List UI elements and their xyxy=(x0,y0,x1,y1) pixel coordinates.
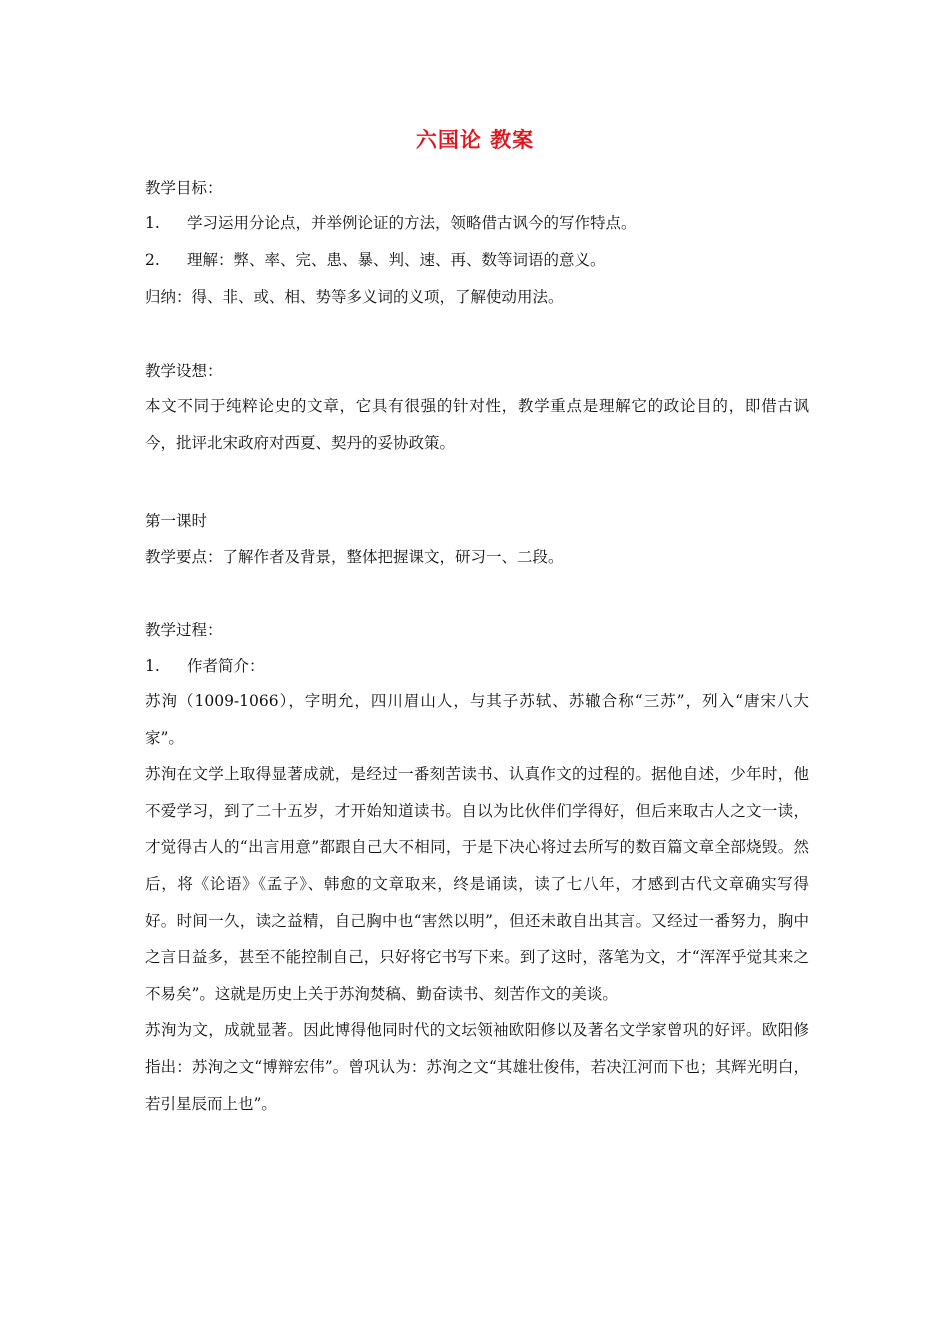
process-heading: 教学过程： xyxy=(145,621,223,639)
author-study-paragraph: 苏洵在文学上取得显著成就，是经过一番刻苦读书、认真作文的过程的。据他自述，少年时，他不爱学习，到了二十五岁，才开始知道读书。自以为比伙伴们学得好，但后来取古人之文一读，才觉得古人的“出言用意”都跟自己大不相同，于是下决心将过去所写的数百篇文章全部烧毁。然后，将《论语》《孟子》、韩愈的文章取来，终是诵读，读了七八年，才感到古代文章确实写得好。时间一久，读之益精，自己胸中也“害然以明”，但还未敢自出其言。又经过一番努力，胸中之言日益多，甚至不能控制自己，只好将它书写下来。到了这时，落笔为文，才“浑浑乎觉其来之不易矣”。这就是历史上关于苏洵焚稿、勤奋读书、刻苦作文的美谈。 xyxy=(145,765,809,1003)
goals-summary: 归纳：得、非、或、相、势等多义词的义项，了解使动用法。 xyxy=(145,288,564,306)
lesson-points: 教学要点：了解作者及背景，整体把握课文，研习一、二段。 xyxy=(145,548,564,566)
process-item-text: 作者简介： xyxy=(187,657,265,675)
goals-heading: 教学目标： xyxy=(145,179,223,197)
goal-item-number: 1. xyxy=(145,214,160,232)
design-heading: 教学设想： xyxy=(145,362,223,380)
process-item-number: 1. xyxy=(145,657,160,675)
goal-item-text: 学习运用分论点，并举例论证的方法，领略借古讽今的写作特点。 xyxy=(187,214,637,232)
process-item-1 xyxy=(145,656,265,676)
author-paragraphs xyxy=(145,683,809,1122)
goal-item-text: 理解：弊、率、完、患、暴、判、速、再、数等词语的意义。 xyxy=(187,251,606,269)
goal-item-2 xyxy=(145,250,606,270)
lesson-heading: 第一课时 xyxy=(145,512,208,530)
goal-item-1 xyxy=(145,213,637,233)
design-text: 本文不同于纯粹论史的文章，它具有很强的针对性，教学重点是理解它的政论目的，即借古讽今，批评北宋政府对西夏、契丹的妥协政策。 xyxy=(145,397,809,452)
design-paragraph xyxy=(145,388,809,461)
goal-item-number: 2. xyxy=(145,251,160,269)
author-intro-paragraph: 苏洵（1009-1066），字明允，四川眉山人，与其子苏轼、苏辙合称“三苏”，列入“唐宋八大家”。 xyxy=(145,692,809,747)
author-praise-paragraph: 苏洵为文，成就显著。因此博得他同时代的文坛领袖欧阳修以及著名文学家曾巩的好评。欧阳修指出：苏洵之文“博辩宏伟”。曾巩认为：苏洵之文“其雄壮俊伟，若决江河而下也；其辉光明白，若引星辰而上也”。 xyxy=(145,1021,809,1113)
document-title: 六国论 教案 xyxy=(415,127,535,152)
